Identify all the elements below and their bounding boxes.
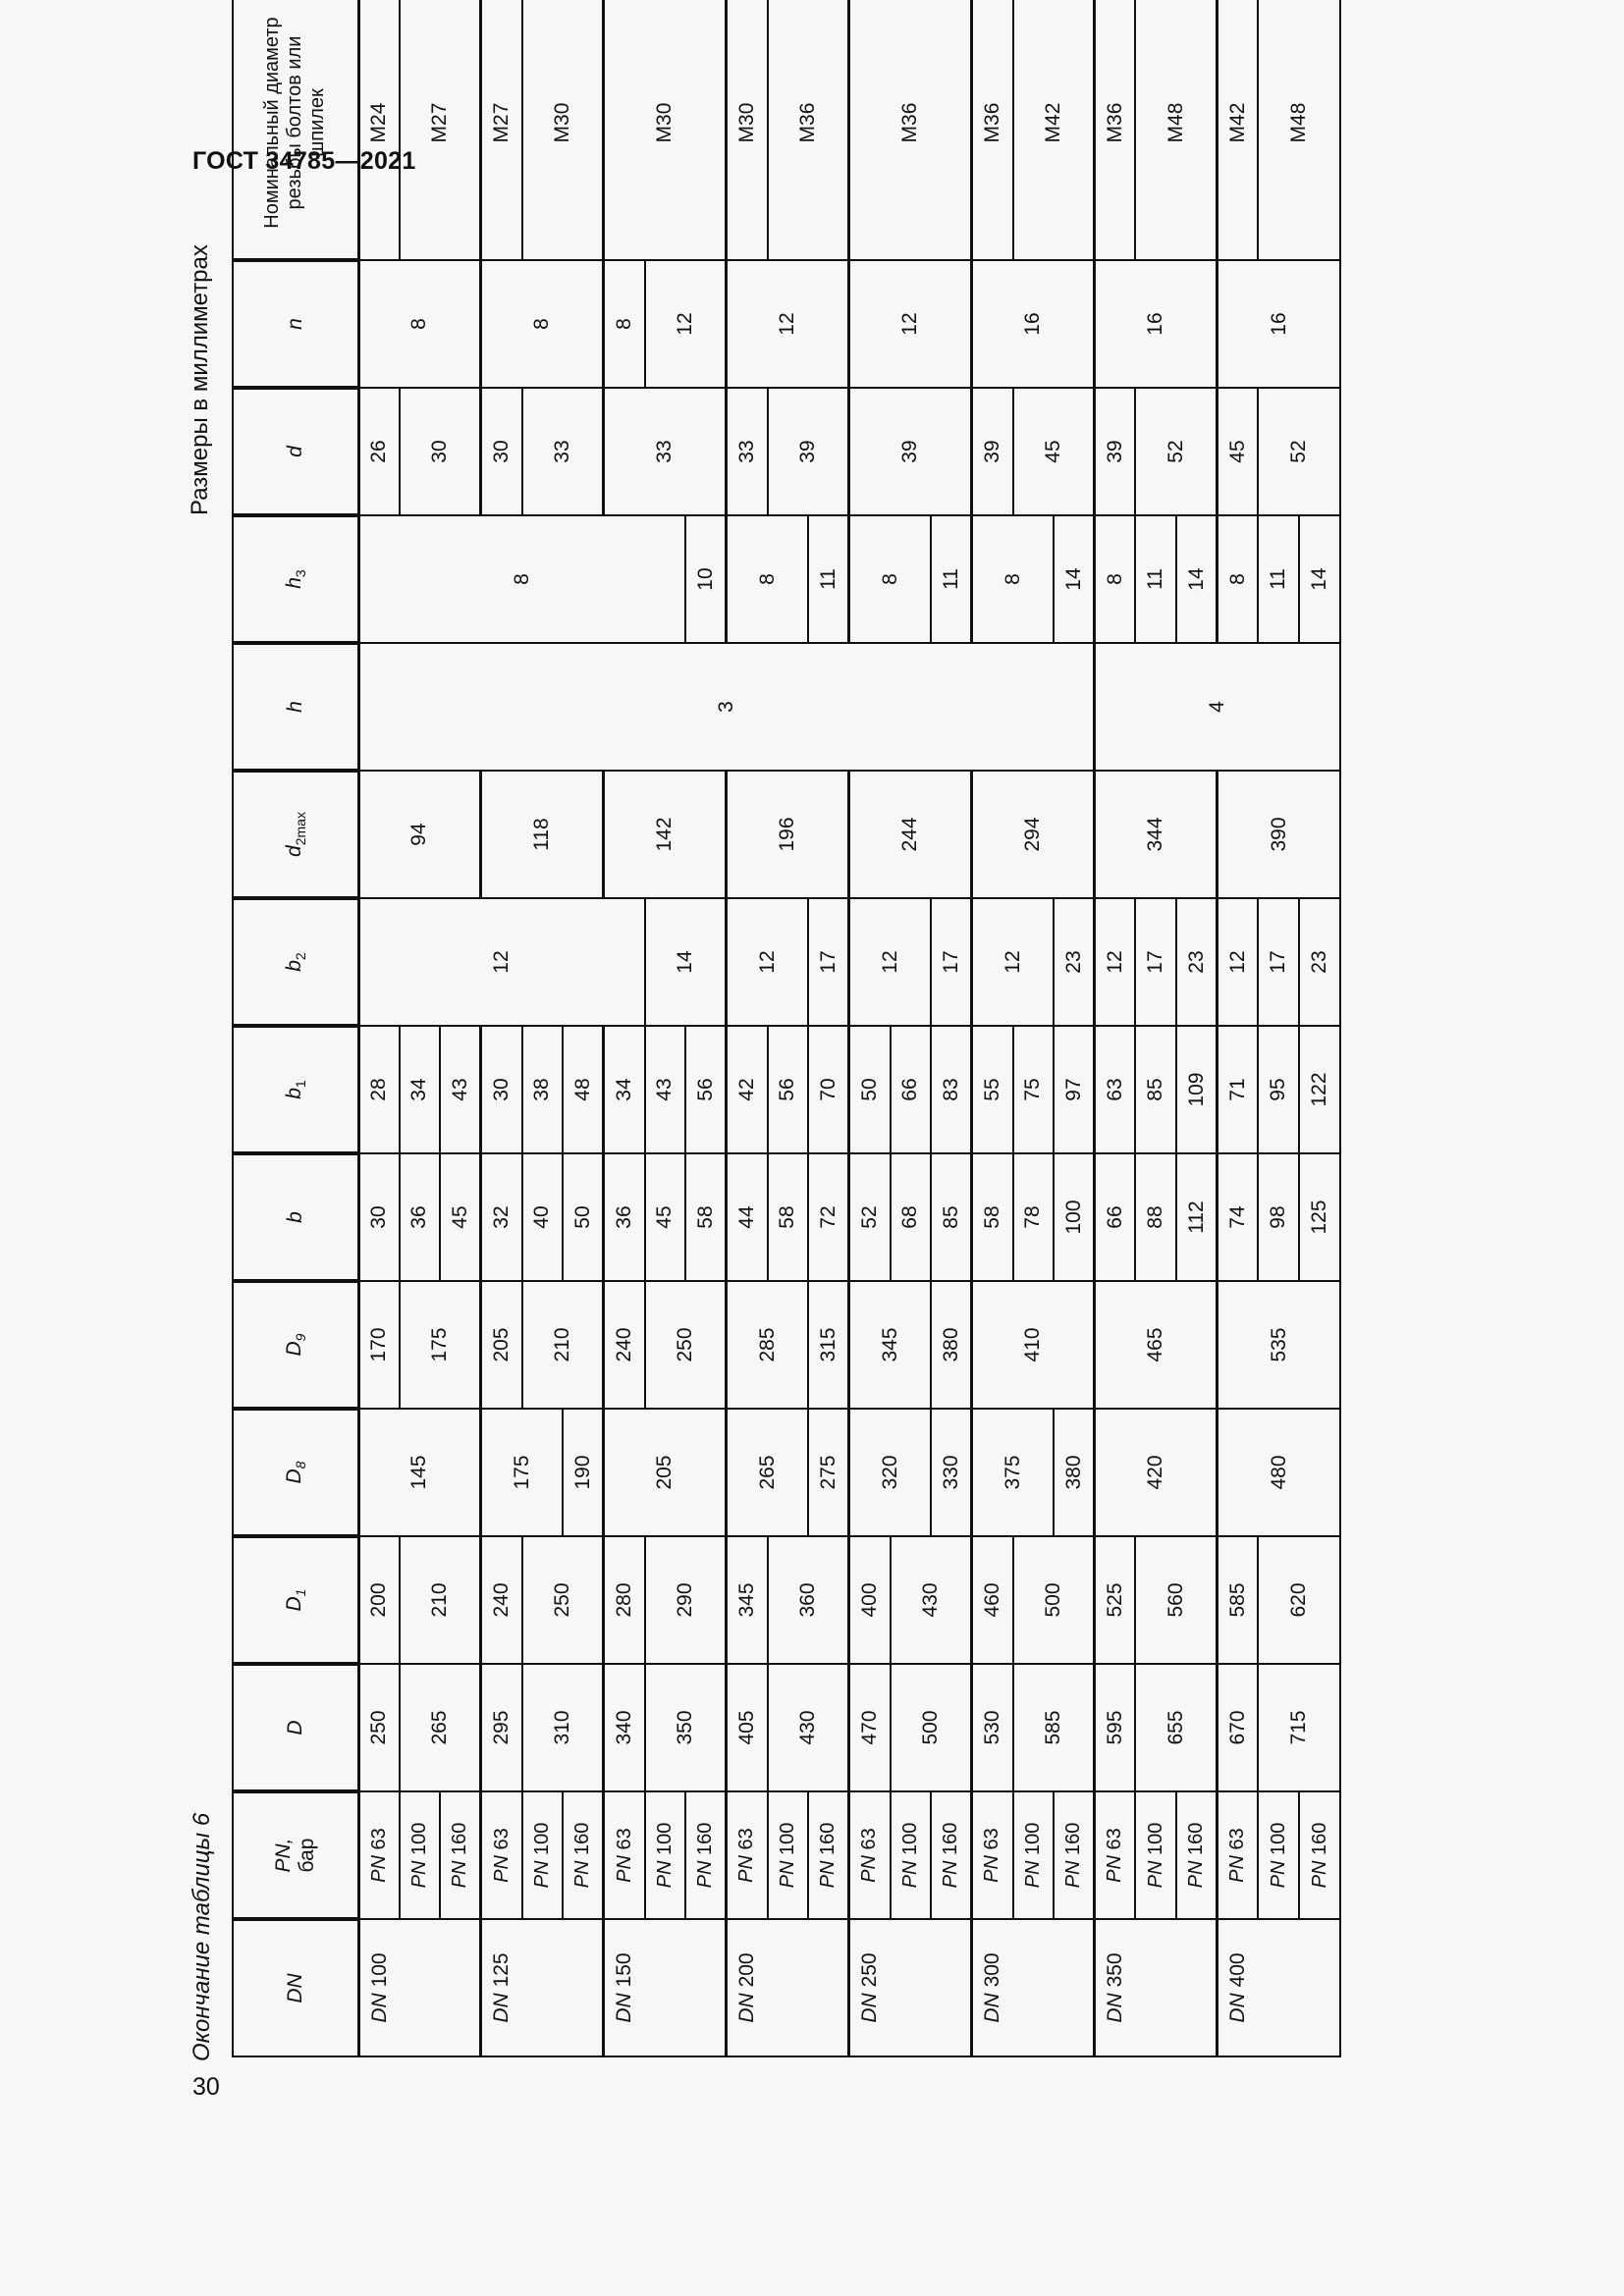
D8-cell: 420 xyxy=(1095,1409,1218,1536)
dn-cell: DN 200 xyxy=(727,1919,849,2056)
D1-cell: 430 xyxy=(891,1536,972,1664)
b1-cell: 43 xyxy=(440,1026,481,1153)
b2-cell: 12 xyxy=(1095,898,1136,1026)
d-cell: 26 xyxy=(358,388,400,515)
D9-cell: 175 xyxy=(400,1281,481,1409)
h3-cell: 8 xyxy=(1218,515,1259,643)
col-D1: $D_1$ xyxy=(233,1536,358,1664)
D1-cell: 620 xyxy=(1258,1536,1340,1664)
D8-cell: 320 xyxy=(849,1409,931,1536)
col-thread: Номинальный диаметр резьбы болтов или шпилек xyxy=(233,0,358,260)
pn-cell: PN 100 xyxy=(1258,1791,1299,1919)
thread-cell: M30 xyxy=(522,0,604,260)
b2-cell: 12 xyxy=(972,898,1054,1026)
D1-cell: 240 xyxy=(481,1536,522,1664)
D-cell: 350 xyxy=(645,1664,727,1791)
b-cell: 30 xyxy=(358,1153,400,1281)
b2-cell: 17 xyxy=(931,898,972,1026)
col-dn: DN xyxy=(233,1919,358,2056)
thread-cell: M24 xyxy=(358,0,400,260)
D-cell: 585 xyxy=(1013,1664,1095,1791)
d-cell: 45 xyxy=(1218,388,1259,515)
col-h: h xyxy=(233,643,358,771)
n-cell: 16 xyxy=(972,260,1095,388)
table-row xyxy=(727,0,768,2056)
h3-cell: 11 xyxy=(1258,515,1299,643)
b-cell: 36 xyxy=(604,1153,645,1281)
b2-cell: 12 xyxy=(358,898,645,1026)
n-cell: 12 xyxy=(727,260,849,388)
D-cell: 655 xyxy=(1135,1664,1217,1791)
pn-cell: PN 63 xyxy=(972,1791,1013,1919)
pn-cell: PN 160 xyxy=(1299,1791,1340,1919)
D-cell: 250 xyxy=(358,1664,400,1791)
n-cell: 8 xyxy=(481,260,604,388)
h3-cell: 8 xyxy=(727,515,808,643)
b1-cell: 42 xyxy=(727,1026,768,1153)
b1-cell: 95 xyxy=(1258,1026,1299,1153)
b2-cell: 23 xyxy=(1054,898,1095,1026)
d2max-cell: 118 xyxy=(481,771,604,898)
b1-cell: 71 xyxy=(1218,1026,1259,1153)
D8-cell: 330 xyxy=(931,1409,972,1536)
D8-cell: 265 xyxy=(727,1409,808,1536)
b-cell: 125 xyxy=(1299,1153,1340,1281)
d-cell: 45 xyxy=(1013,388,1095,515)
D9-cell: 535 xyxy=(1218,1281,1340,1409)
b1-cell: 66 xyxy=(891,1026,932,1153)
b-cell: 58 xyxy=(768,1153,809,1281)
D-cell: 470 xyxy=(849,1664,891,1791)
b2-cell: 17 xyxy=(808,898,849,1026)
b-cell: 52 xyxy=(849,1153,891,1281)
col-pn: PN, бар xyxy=(233,1791,358,1919)
table-row xyxy=(1095,0,1136,2056)
b1-cell: 50 xyxy=(849,1026,891,1153)
col-b: b xyxy=(233,1153,358,1281)
b-cell: 50 xyxy=(563,1153,604,1281)
b-cell: 45 xyxy=(440,1153,481,1281)
b2-cell: 12 xyxy=(1218,898,1259,1026)
thread-cell: M30 xyxy=(604,0,727,260)
dn-cell: DN 100 xyxy=(358,1919,481,2056)
b1-cell: 56 xyxy=(685,1026,727,1153)
dn-cell: DN 350 xyxy=(1095,1919,1218,2056)
table-row xyxy=(1218,0,1259,2056)
b-cell: 100 xyxy=(1054,1153,1095,1281)
thread-cell: M30 xyxy=(727,0,768,260)
b1-cell: 75 xyxy=(1013,1026,1055,1153)
b-cell: 112 xyxy=(1176,1153,1218,1281)
D8-cell: 380 xyxy=(1054,1409,1095,1536)
units-note: Размеры в миллиметрах xyxy=(187,244,213,515)
D1-cell: 200 xyxy=(358,1536,400,1664)
b1-cell: 97 xyxy=(1054,1026,1095,1153)
D1-cell: 345 xyxy=(727,1536,768,1664)
dn-cell: DN 125 xyxy=(481,1919,604,2056)
page-number: 30 xyxy=(192,2073,220,2101)
b1-cell: 48 xyxy=(563,1026,604,1153)
D1-cell: 360 xyxy=(768,1536,849,1664)
pn-cell: PN 63 xyxy=(481,1791,522,1919)
b2-cell: 23 xyxy=(1176,898,1218,1026)
D1-cell: 500 xyxy=(1013,1536,1095,1664)
b2-cell: 23 xyxy=(1299,898,1340,1026)
table xyxy=(232,0,1341,2057)
D9-cell: 315 xyxy=(808,1281,849,1409)
pn-cell: PN 100 xyxy=(522,1791,564,1919)
b1-cell: 70 xyxy=(808,1026,849,1153)
dn-cell: DN 250 xyxy=(849,1919,972,2056)
col-b1: $b_1$ xyxy=(233,1026,358,1153)
b-cell: 44 xyxy=(727,1153,768,1281)
pn-cell: PN 63 xyxy=(604,1791,645,1919)
D-cell: 295 xyxy=(481,1664,522,1791)
D-cell: 500 xyxy=(891,1664,972,1791)
D1-cell: 400 xyxy=(849,1536,891,1664)
h-cell: 4 xyxy=(1095,643,1340,771)
h3-cell: 14 xyxy=(1299,515,1340,643)
thread-cell: M42 xyxy=(1013,0,1095,260)
header-row xyxy=(233,0,358,2056)
col-D9: $D_9$ xyxy=(233,1281,358,1409)
d-cell: 39 xyxy=(972,388,1013,515)
h-cell: 3 xyxy=(358,643,1095,771)
pn-cell: PN 160 xyxy=(1054,1791,1095,1919)
d-cell: 52 xyxy=(1135,388,1217,515)
D-cell: 530 xyxy=(972,1664,1013,1791)
b1-cell: 109 xyxy=(1176,1026,1218,1153)
d-cell: 39 xyxy=(1095,388,1136,515)
col-D: D xyxy=(233,1664,358,1791)
col-b2: $b_2$ xyxy=(233,898,358,1026)
b1-cell: 43 xyxy=(645,1026,686,1153)
pn-cell: PN 100 xyxy=(1013,1791,1055,1919)
b2-cell: 14 xyxy=(645,898,727,1026)
pn-cell: PN 160 xyxy=(808,1791,849,1919)
pn-cell: PN 63 xyxy=(727,1791,768,1919)
document-title: ГОСТ 34785—2021 xyxy=(192,147,416,175)
pn-cell: PN 160 xyxy=(563,1791,604,1919)
b2-cell: 12 xyxy=(727,898,808,1026)
thread-cell: M36 xyxy=(972,0,1013,260)
b-cell: 58 xyxy=(972,1153,1013,1281)
b1-cell: 56 xyxy=(768,1026,809,1153)
table-body xyxy=(358,0,1340,2056)
b-cell: 88 xyxy=(1135,1153,1176,1281)
h3-cell: 14 xyxy=(1176,515,1218,643)
thread-cell: M27 xyxy=(481,0,522,260)
h3-cell: 8 xyxy=(972,515,1054,643)
D8-cell: 375 xyxy=(972,1409,1054,1536)
D1-cell: 585 xyxy=(1218,1536,1259,1664)
thread-cell: M36 xyxy=(768,0,849,260)
b2-cell: 12 xyxy=(849,898,931,1026)
h3-cell: 11 xyxy=(931,515,972,643)
D9-cell: 205 xyxy=(481,1281,522,1409)
n-cell: 16 xyxy=(1218,260,1340,388)
D-cell: 340 xyxy=(604,1664,645,1791)
col-h3: $h_3$ xyxy=(233,515,358,643)
b1-cell: 34 xyxy=(400,1026,441,1153)
d-cell: 39 xyxy=(849,388,972,515)
b-cell: 68 xyxy=(891,1153,932,1281)
pn-cell: PN 160 xyxy=(1176,1791,1218,1919)
d-cell: 52 xyxy=(1258,388,1340,515)
table-row xyxy=(972,0,1013,2056)
D-cell: 405 xyxy=(727,1664,768,1791)
pn-cell: PN 100 xyxy=(891,1791,932,1919)
D9-cell: 170 xyxy=(358,1281,400,1409)
dn-cell: DN 400 xyxy=(1218,1919,1340,2056)
D1-cell: 560 xyxy=(1135,1536,1217,1664)
h3-cell: 11 xyxy=(808,515,849,643)
table-row xyxy=(358,0,400,2056)
D1-cell: 290 xyxy=(645,1536,727,1664)
thread-cell: M36 xyxy=(1095,0,1136,260)
d2max-cell: 244 xyxy=(849,771,972,898)
d2max-cell: 390 xyxy=(1218,771,1340,898)
col-n: n xyxy=(233,260,358,388)
table-row xyxy=(849,0,891,2056)
b-cell: 66 xyxy=(1095,1153,1136,1281)
b-cell: 85 xyxy=(931,1153,972,1281)
thread-cell: M48 xyxy=(1258,0,1340,260)
pn-cell: PN 160 xyxy=(685,1791,727,1919)
b1-cell: 30 xyxy=(481,1026,522,1153)
b1-cell: 55 xyxy=(972,1026,1013,1153)
b1-cell: 83 xyxy=(931,1026,972,1153)
pn-cell: PN 63 xyxy=(1218,1791,1259,1919)
D-cell: 595 xyxy=(1095,1664,1136,1791)
pn-cell: PN 100 xyxy=(768,1791,809,1919)
b-cell: 45 xyxy=(645,1153,686,1281)
n-cell: 12 xyxy=(645,260,727,388)
D1-cell: 460 xyxy=(972,1536,1013,1664)
col-D8: $D_8$ xyxy=(233,1409,358,1536)
D-cell: 265 xyxy=(400,1664,481,1791)
D8-cell: 175 xyxy=(481,1409,563,1536)
D9-cell: 465 xyxy=(1095,1281,1218,1409)
h3-cell: 14 xyxy=(1054,515,1095,643)
b1-cell: 28 xyxy=(358,1026,400,1153)
b-cell: 72 xyxy=(808,1153,849,1281)
h3-cell: 10 xyxy=(685,515,727,643)
b1-cell: 34 xyxy=(604,1026,645,1153)
d-cell: 33 xyxy=(604,388,727,515)
D-cell: 715 xyxy=(1258,1664,1340,1791)
table-row xyxy=(604,0,645,2056)
b-cell: 78 xyxy=(1013,1153,1055,1281)
thread-cell: M36 xyxy=(849,0,972,260)
pn-cell: PN 100 xyxy=(645,1791,686,1919)
D9-cell: 345 xyxy=(849,1281,931,1409)
table-row xyxy=(645,0,686,2056)
D8-cell: 275 xyxy=(808,1409,849,1536)
col-d2max: $d_{2max}$ xyxy=(233,771,358,898)
n-cell: 8 xyxy=(358,260,481,388)
thread-cell: M27 xyxy=(400,0,481,260)
b-cell: 74 xyxy=(1218,1153,1259,1281)
D8-cell: 145 xyxy=(358,1409,481,1536)
d-cell: 30 xyxy=(481,388,522,515)
D1-cell: 250 xyxy=(522,1536,604,1664)
b2-cell: 17 xyxy=(1258,898,1299,1026)
d-cell: 30 xyxy=(400,388,481,515)
D-cell: 670 xyxy=(1218,1664,1259,1791)
d-cell: 33 xyxy=(522,388,604,515)
D9-cell: 410 xyxy=(972,1281,1095,1409)
b-cell: 32 xyxy=(481,1153,522,1281)
n-cell: 8 xyxy=(604,260,645,388)
pn-cell: PN 100 xyxy=(400,1791,441,1919)
n-cell: 16 xyxy=(1095,260,1218,388)
pn-cell: PN 63 xyxy=(849,1791,891,1919)
d2max-cell: 94 xyxy=(358,771,481,898)
h3-cell: 8 xyxy=(849,515,931,643)
d2max-cell: 196 xyxy=(727,771,849,898)
D9-cell: 380 xyxy=(931,1281,972,1409)
D9-cell: 285 xyxy=(727,1281,808,1409)
d-cell: 39 xyxy=(768,388,849,515)
b-cell: 40 xyxy=(522,1153,564,1281)
b1-cell: 122 xyxy=(1299,1026,1340,1153)
D8-cell: 480 xyxy=(1218,1409,1340,1536)
D9-cell: 250 xyxy=(645,1281,727,1409)
h3-cell: 8 xyxy=(358,515,685,643)
pn-cell: PN 160 xyxy=(931,1791,972,1919)
D1-cell: 210 xyxy=(400,1536,481,1664)
D-cell: 310 xyxy=(522,1664,604,1791)
pn-cell: PN 160 xyxy=(440,1791,481,1919)
dn-cell: DN 300 xyxy=(972,1919,1095,2056)
b-cell: 98 xyxy=(1258,1153,1299,1281)
dn-cell: DN 150 xyxy=(604,1919,727,2056)
D9-cell: 210 xyxy=(522,1281,604,1409)
b-cell: 36 xyxy=(400,1153,441,1281)
n-cell: 12 xyxy=(849,260,972,388)
b1-cell: 63 xyxy=(1095,1026,1136,1153)
b-cell: 58 xyxy=(685,1153,727,1281)
pn-cell: PN 63 xyxy=(1095,1791,1136,1919)
D9-cell: 240 xyxy=(604,1281,645,1409)
thread-cell: M42 xyxy=(1218,0,1259,260)
b2-cell: 17 xyxy=(1135,898,1176,1026)
D1-cell: 525 xyxy=(1095,1536,1136,1664)
pn-cell: PN 63 xyxy=(358,1791,400,1919)
h3-cell: 11 xyxy=(1135,515,1176,643)
b1-cell: 38 xyxy=(522,1026,564,1153)
col-d: d xyxy=(233,388,358,515)
D-cell: 430 xyxy=(768,1664,849,1791)
d2max-cell: 142 xyxy=(604,771,727,898)
pn-cell: PN 100 xyxy=(1135,1791,1176,1919)
d2max-cell: 294 xyxy=(972,771,1095,898)
h3-cell: 8 xyxy=(1095,515,1136,643)
table-row xyxy=(481,0,522,2056)
D8-cell: 205 xyxy=(604,1409,727,1536)
D8-cell: 190 xyxy=(563,1409,604,1536)
b1-cell: 85 xyxy=(1135,1026,1176,1153)
d2max-cell: 344 xyxy=(1095,771,1218,898)
d-cell: 33 xyxy=(727,388,768,515)
table-caption: Окончание таблицы 6 xyxy=(189,1812,215,2061)
D1-cell: 280 xyxy=(604,1536,645,1664)
thread-cell: M48 xyxy=(1135,0,1217,260)
